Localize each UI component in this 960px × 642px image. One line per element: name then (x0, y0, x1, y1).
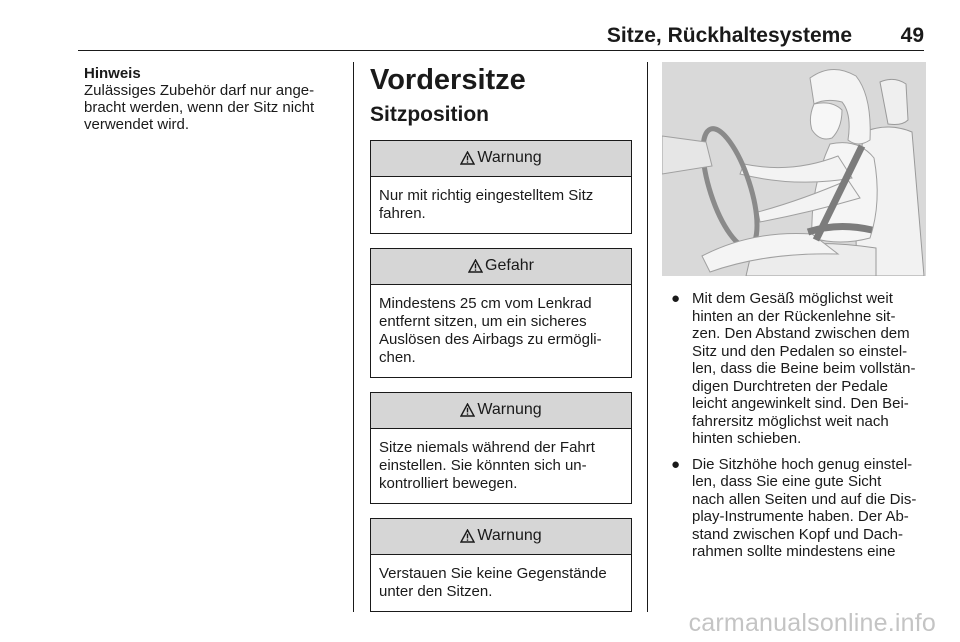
bullet-line: rahmen sollte mindestens eine (692, 543, 896, 560)
bullet-icon: ● (671, 290, 681, 307)
seat-position-illustration (662, 62, 926, 276)
warning-triangle-icon (460, 403, 475, 417)
bullet-line: len, dass Sie eine gute Sicht (692, 473, 882, 490)
bullet-icon: ● (671, 455, 681, 473)
warning-box-header (371, 393, 631, 429)
left-column (84, 65, 344, 133)
danger-box-body (371, 285, 631, 377)
warning-box-title: Warnung (477, 149, 542, 166)
danger-box (370, 248, 632, 378)
warning-box-header (371, 519, 631, 555)
warning-box (370, 392, 632, 504)
note-title: Hinweis (84, 65, 141, 82)
column-divider-left (353, 62, 354, 612)
box-line: Nur mit richtig eingestelltem Sitz (379, 187, 594, 204)
box-line: kontrolliert bewegen. (379, 475, 518, 492)
right-column (662, 62, 928, 569)
bullet-line: leicht angewinkelt sind. Den Bei- (692, 395, 909, 412)
section-subheading: Sitzposition (370, 103, 489, 126)
warning-box (370, 518, 632, 612)
list-item (662, 456, 928, 561)
box-line: fahren. (379, 205, 426, 222)
watermark: carmanualsonline.info (688, 609, 936, 637)
note-line: verwendet wird. (84, 116, 190, 133)
middle-column (370, 62, 632, 626)
warning-box-body (371, 555, 631, 611)
bullet-line: zen. Den Abstand zwischen dem (692, 325, 910, 342)
warning-box-title: Warnung (477, 527, 542, 544)
bullet-line: nach allen Seiten und auf die Dis- (692, 490, 917, 508)
page-header (78, 22, 924, 51)
note-text (84, 82, 344, 133)
warning-box (370, 140, 632, 234)
warning-triangle-icon (468, 259, 483, 273)
bullet-line: play-Instrumente haben. Der Ab- (692, 508, 909, 525)
danger-box-header (371, 249, 631, 285)
warning-triangle-icon (460, 529, 475, 543)
page-title: Sitze, Rückhaltesysteme (606, 24, 852, 47)
box-line: Sitze niemals während der Fahrt (379, 439, 595, 456)
box-line: unter den Sitzen. (379, 583, 493, 600)
box-line: chen. (379, 349, 416, 366)
list-item (662, 290, 928, 448)
bullet-line: hinten schieben. (692, 430, 802, 447)
section-heading: Vordersitze (370, 64, 526, 96)
box-line: entfernt sitzen, um ein sicheres (379, 313, 587, 330)
box-line: Auslösen des Airbags zu ermögli- (379, 331, 602, 348)
warning-box-body (371, 177, 631, 233)
warning-box-title: Warnung (477, 401, 542, 418)
bullet-line: digen Durchtreten der Pedale (692, 377, 888, 395)
bullet-line: Mit dem Gesäß möglichst weit (692, 290, 893, 307)
instruction-list (662, 290, 928, 561)
bullet-line: Sitz und den Pedalen so einstel- (692, 342, 908, 360)
box-line: Verstauen Sie keine Gegenstände (379, 565, 607, 582)
bullet-line: Die Sitzhöhe hoch genug einstel- (692, 455, 913, 473)
bullet-line: hinten an der Rückenlehne sit- (692, 307, 896, 325)
bullet-line: fahrersitz möglichst weit nach (692, 412, 889, 430)
box-line: einstellen. Sie könnten sich un- (379, 457, 587, 474)
column-divider-right (647, 62, 648, 612)
page-number: 49 (900, 24, 924, 47)
box-line: Mindestens 25 cm vom Lenkrad (379, 295, 592, 312)
danger-box-title: Gefahr (485, 257, 534, 274)
bullet-line: stand zwischen Kopf und Dach- (692, 525, 903, 543)
warning-triangle-icon (460, 151, 475, 165)
warning-box-header (371, 141, 631, 177)
note-line: bracht werden, wenn der Sitz nicht (84, 99, 315, 116)
note-line: Zulässiges Zubehör darf nur ange- (84, 82, 315, 99)
warning-box-body (371, 429, 631, 503)
bullet-line: len, dass die Beine beim vollstän- (692, 360, 916, 377)
